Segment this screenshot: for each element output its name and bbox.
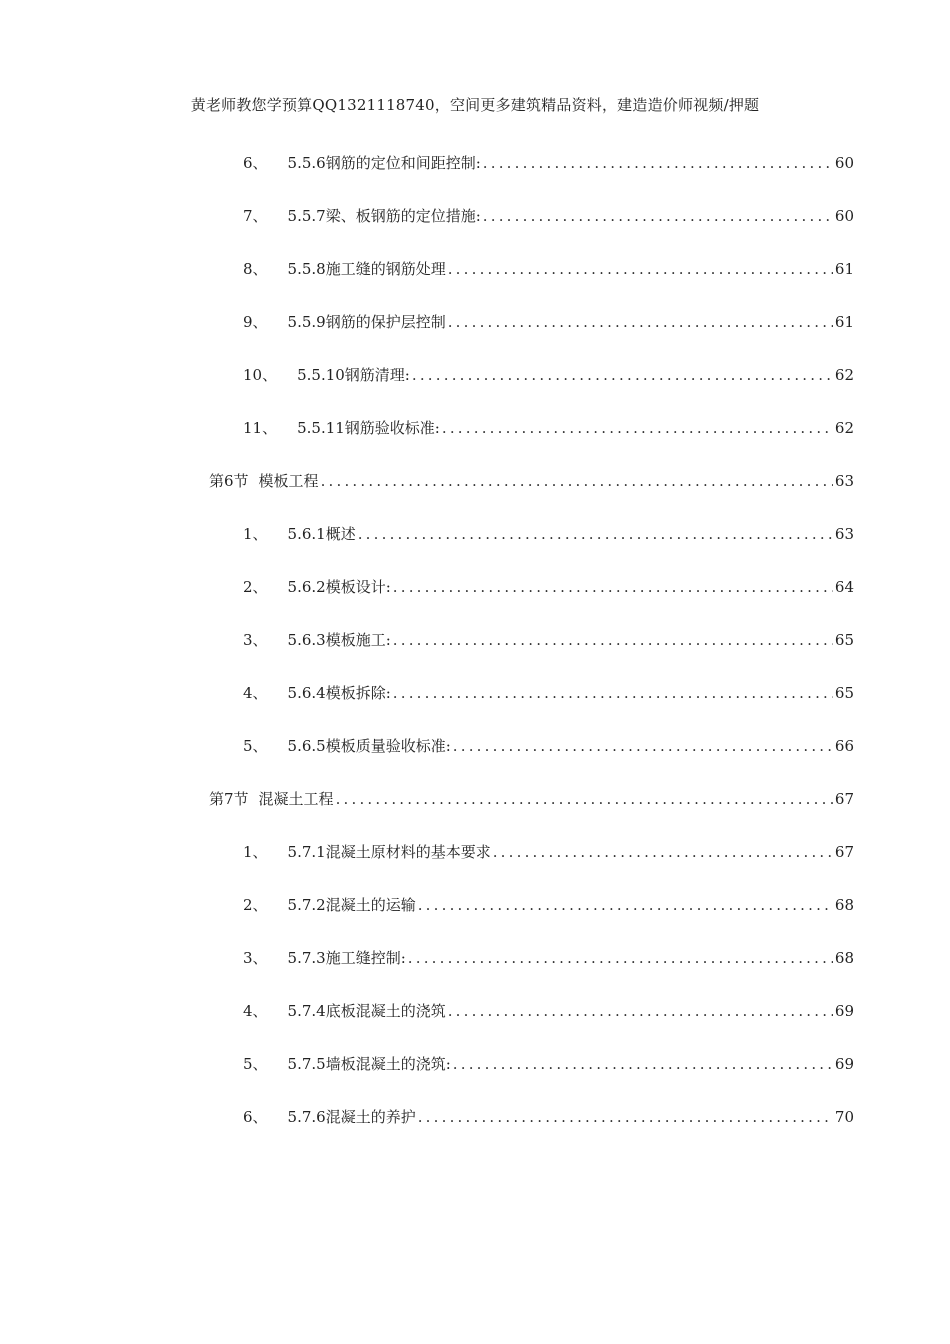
toc-entry-number: 3、 — [243, 949, 268, 967]
toc-entry-page: 63 — [834, 525, 854, 543]
toc-entry-title: 5.7.1混凝土原材料的基本要求 — [287, 843, 491, 861]
toc-entry-page: 68 — [834, 949, 854, 967]
toc-entry-number: 2、 — [243, 578, 268, 596]
toc-entry-number: 6、 — [243, 1108, 268, 1126]
toc-entry-title: 5.6.1概述 — [287, 525, 356, 543]
toc-entry[interactable] — [243, 258, 854, 280]
toc-entry-title: 5.6.2模板设计: — [287, 578, 391, 596]
toc-section-number: 第6节 — [209, 472, 249, 490]
toc-entry-page: 69 — [834, 1055, 854, 1073]
dot-leader — [336, 788, 833, 810]
page-header — [0, 94, 950, 115]
dot-leader — [483, 205, 833, 227]
toc-section-number: 第7节 — [209, 790, 249, 808]
toc-entry[interactable] — [243, 841, 854, 863]
toc-section-entry[interactable] — [209, 470, 854, 492]
dot-leader — [393, 682, 833, 704]
toc-entry-title: 5.7.2混凝土的运输 — [287, 896, 416, 914]
dot-leader — [418, 1106, 833, 1128]
dot-leader — [418, 894, 833, 916]
toc-entry-number: 7、 — [243, 207, 268, 225]
toc-entry-page: 65 — [834, 631, 854, 649]
dot-leader — [393, 576, 833, 598]
toc-entry-page: 69 — [834, 1002, 854, 1020]
toc-section-page: 63 — [834, 472, 854, 490]
toc-entry-page: 65 — [834, 684, 854, 702]
toc-entry[interactable] — [243, 523, 854, 545]
toc-entry[interactable] — [243, 205, 854, 227]
dot-leader — [483, 152, 833, 174]
toc-entry-title: 5.5.11钢筋验收标准: — [297, 419, 440, 437]
dot-leader — [442, 417, 833, 439]
toc-entry[interactable] — [243, 735, 854, 757]
toc-entry-number: 1、 — [243, 843, 268, 861]
toc-entry[interactable] — [243, 576, 854, 598]
toc-entry-number: 8、 — [243, 260, 268, 278]
toc-entry-number: 10、 — [243, 366, 278, 384]
dot-leader — [493, 841, 833, 863]
toc-entry-number: 5、 — [243, 737, 268, 755]
toc-entry-number: 4、 — [243, 684, 268, 702]
toc-entry[interactable] — [243, 894, 854, 916]
toc-entry-title: 5.7.4底板混凝土的浇筑 — [287, 1002, 446, 1020]
toc-entry-number: 6、 — [243, 154, 268, 172]
toc-entry-number: 1、 — [243, 525, 268, 543]
toc-entry-page: 62 — [834, 366, 854, 384]
dot-leader — [453, 735, 833, 757]
toc-entry-page: 61 — [834, 313, 854, 331]
toc-section-page: 67 — [834, 790, 854, 808]
toc-entry-title: 5.7.6混凝土的养护 — [287, 1108, 416, 1126]
toc-entry-page: 70 — [834, 1108, 854, 1126]
toc-entry-number: 4、 — [243, 1002, 268, 1020]
toc-entry-title: 5.7.5墙板混凝土的浇筑: — [287, 1055, 451, 1073]
toc-entry[interactable] — [243, 311, 854, 333]
toc-entry[interactable] — [243, 682, 854, 704]
toc-entry-title: 5.5.8施工缝的钢筋处理 — [287, 260, 446, 278]
toc-entry-page: 67 — [834, 843, 854, 861]
toc-entry-title: 5.6.4模板拆除: — [287, 684, 391, 702]
dot-leader — [448, 258, 833, 280]
toc-entry-title: 5.5.6钢筋的定位和间距控制: — [287, 154, 481, 172]
toc-section-entry[interactable] — [209, 788, 854, 810]
toc-entry[interactable] — [243, 152, 854, 174]
toc-entry-number: 3、 — [243, 631, 268, 649]
dot-leader — [448, 1000, 833, 1022]
toc-entry-title: 5.6.3模板施工: — [287, 631, 391, 649]
toc-entry[interactable] — [243, 364, 854, 386]
toc-entry-number: 11、 — [243, 419, 278, 437]
toc-entry[interactable] — [243, 1106, 854, 1128]
dot-leader — [393, 629, 833, 651]
toc-entry-page: 64 — [834, 578, 854, 596]
toc-entry[interactable] — [243, 629, 854, 651]
toc-entry-page: 62 — [834, 419, 854, 437]
toc-entry-title: 5.5.7梁、板钢筋的定位措施: — [287, 207, 481, 225]
dot-leader — [448, 311, 833, 333]
dot-leader — [412, 364, 833, 386]
toc-entry-title: 5.6.5模板质量验收标准: — [287, 737, 451, 755]
toc-entry[interactable] — [243, 947, 854, 969]
toc-entry-title: 5.7.3施工缝控制: — [287, 949, 406, 967]
toc-section-title: 混凝土工程 — [258, 790, 334, 808]
dot-leader — [321, 470, 833, 492]
toc-entry[interactable] — [243, 1000, 854, 1022]
toc-entry[interactable] — [243, 417, 854, 439]
dot-leader — [453, 1053, 833, 1075]
header-text: 黄老师教您学预算QQ1321118740，空间更多建筑精品资料，建造造价师视频/押题 — [190, 96, 760, 114]
toc-entry-title: 5.5.10钢筋清理: — [297, 366, 410, 384]
toc-entry-page: 60 — [834, 207, 854, 225]
toc-entry-number: 9、 — [243, 313, 268, 331]
dot-leader — [358, 523, 833, 545]
toc-entry-page: 66 — [834, 737, 854, 755]
dot-leader — [408, 947, 833, 969]
toc-entry-page: 68 — [834, 896, 854, 914]
toc-entry-page: 61 — [834, 260, 854, 278]
toc-entry-title: 5.5.9钢筋的保护层控制 — [287, 313, 446, 331]
toc-entry-page: 60 — [834, 154, 854, 172]
toc-section-title: 模板工程 — [258, 472, 319, 490]
toc-entry-number: 5、 — [243, 1055, 268, 1073]
toc-entry-number: 2、 — [243, 896, 268, 914]
toc-entry[interactable] — [243, 1053, 854, 1075]
